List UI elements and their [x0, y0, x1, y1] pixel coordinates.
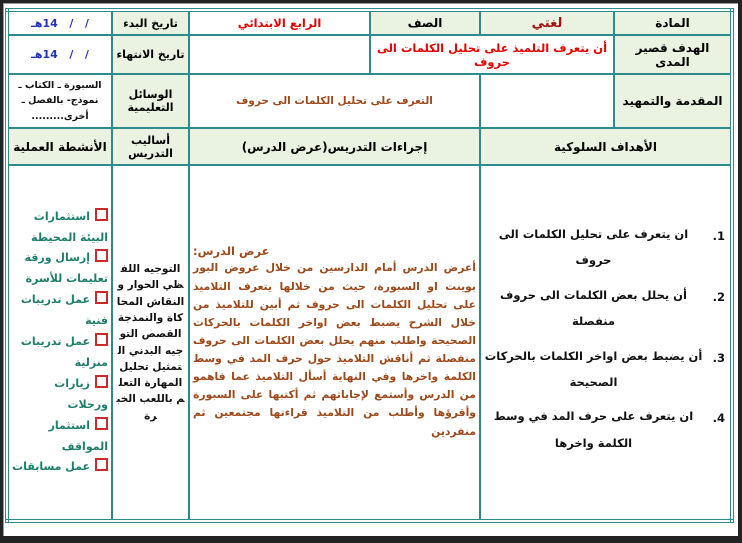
checkbox-icon[interactable] [95, 333, 108, 346]
row-introduction [7, 74, 732, 128]
activities-header-cell: الأنشطة العملية [7, 128, 112, 165]
lesson-presentation-paragraph: أعرض الدرس أمام الدارسين من خلال عروض البور بوينت او السبورة، حيث من خلالها يتعرف التلاميذ على تحليل الكلمات الى حروف ثم أبين للتلاميذ من خلال الشرح يضبط بعض اواخر الكلمات بالحركات الصحيحة واطلب منهم يحلل بعض الكلمات الى حروف منفصلة ثم أناقش التلاميذ حول حرف المد في وسط الكلمة واخرها وفي النهاية أسأل التلاميذ عما فاهمو من الدرس وأستمع لإجاباتهم ثم أكتبها على السبورة وأقرؤها وأطلب من التلاميذ قراءتها مجتمعين ثم منفردين [193, 261, 476, 438]
checkbox-icon[interactable] [95, 417, 108, 430]
activity-label: استثمارات البيئة المحيطة [31, 209, 108, 244]
methods-cell [112, 165, 189, 521]
activity-item [12, 416, 108, 458]
row-short-goal [7, 35, 732, 74]
activity-item [12, 290, 108, 332]
objective-item: أن يضبط بعض اواخر الكلمات بالحركات الصحيحة [484, 348, 703, 389]
checkbox-icon[interactable] [95, 249, 108, 262]
objective-item: أن يحلل بعض الكلمات الى حروف منفصلة [500, 287, 687, 329]
aids-value-cell: السبورة ـ الكتاب ـ نموذج- بالفصل ـ أخرى......... [7, 74, 112, 128]
row-main-body [7, 165, 732, 521]
activity-label: عمل تدريبات منزلية [20, 335, 108, 369]
short-goal-label-cell: الهدف قصير المدى [614, 35, 732, 74]
objective-item: ان يتعرف على تحليل الكلمات الى حروف [498, 226, 689, 268]
start-date-label-cell: تاريخ البدء [112, 10, 189, 35]
grade-value-cell: الرابع الابتدائي [189, 10, 370, 35]
teaching-methods-text: التوجيه اللفظي الحوار والنقاش المحاكاة والنمذجة القصص التوجيه البدني التمثيل تحليل المهارة التعلم باللعب الخبرة [116, 263, 185, 422]
lesson-presentation-heading: عرض الدرس: [193, 244, 270, 259]
end-date-value-cell: / / 14هـ [7, 35, 112, 74]
short-goal-value-cell: أن يتعرف التلميذ على تحليل الكلمات الى حروف [370, 35, 614, 74]
activity-item [12, 374, 108, 416]
row-subject [7, 10, 732, 35]
objective-item: ان يتعرف على حرف المد في وسط الكلمة واخرها [493, 409, 694, 450]
intro-value-cell: التعرف على تحليل الكلمات الى حروف [189, 74, 480, 128]
empty-cell [480, 74, 614, 128]
activities-cell [7, 165, 112, 521]
empty-cell [189, 35, 370, 74]
intro-label-cell: المقدمة والتمهيد [614, 74, 732, 128]
subject-value-cell: لغتي [480, 10, 614, 35]
lesson-plan-table [5, 8, 734, 523]
activity-item [12, 248, 108, 290]
activity-item [12, 207, 108, 249]
row-main-headers [7, 128, 732, 165]
methods-header-cell: أساليب التدريس [112, 128, 189, 165]
procedures-cell [189, 165, 480, 521]
activity-label: عمل تدريبات فنية [20, 293, 108, 328]
activity-item [12, 457, 108, 478]
activities-list [12, 207, 108, 479]
grade-label-cell: الصف [370, 10, 480, 35]
activity-label: استثمار المواقف [48, 418, 108, 453]
activity-label: زيارات ورحلات [54, 376, 108, 411]
subject-label-cell: المادة [614, 10, 732, 35]
activity-label: عمل مسابقات [12, 460, 90, 474]
objectives-cell [480, 165, 732, 521]
objectives-header-cell: الأهداف السلوكية [480, 128, 732, 165]
end-date-label-cell: تاريخ الانتهاء [112, 35, 189, 74]
activity-item [12, 332, 108, 374]
activity-label: إرسال ورقة تعليمات للأسرة [24, 251, 108, 286]
checkbox-icon[interactable] [95, 291, 108, 304]
start-date-value-cell: / / 14هـ [7, 10, 112, 35]
checkbox-icon[interactable] [95, 208, 108, 221]
objectives-list [484, 221, 727, 457]
aids-label-cell: الوسائل التعليمية [112, 74, 189, 128]
procedures-header-cell: إجراءات التدريس(عرض الدرس) [189, 128, 480, 165]
checkbox-icon[interactable] [95, 458, 108, 471]
checkbox-icon[interactable] [95, 375, 108, 388]
